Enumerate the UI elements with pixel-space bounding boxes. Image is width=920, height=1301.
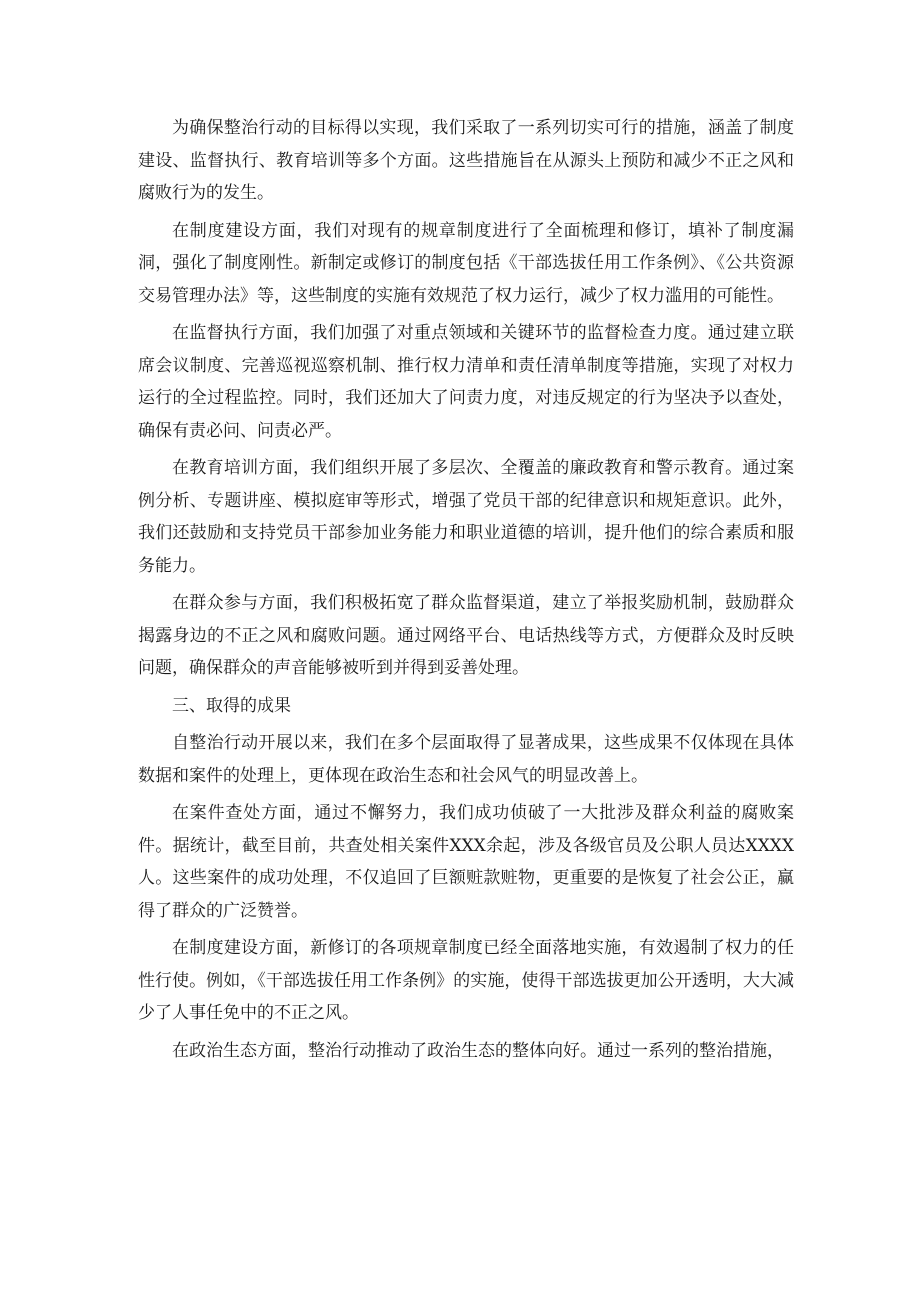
document-body [138, 112, 794, 1072]
paragraph-political-ecology: 在政治生态方面，整治行动推动了政治生态的整体向好。通过一系列的整治措施， [172, 1040, 784, 1061]
paragraph-measures-intro: 为确保整治行动的目标得以实现，我们采取了一系列切实可行的措施，涵盖了制度建设、监督执行、教育培训等多个方面。这些措施旨在从源头上预防和减少不正之风和腐败行为的发生。 [138, 118, 794, 203]
paragraph-public-participation: 在群众参与方面，我们积极拓宽了群众监督渠道，建立了举报奖励机制，鼓励群众揭露身边的不正之风和腐败问题。通过网络平台、电话热线等方式，方便群众及时反映问题，确保群众的声音能够被听到并得到妥善处理。 [138, 593, 794, 678]
paragraph-system-building: 在制度建设方面，我们对现有的规章制度进行了全面梳理和修订，填补了制度漏洞，强化了制度刚性。新制定或修订的制度包括《干部选拔任用工作条例》、《公共资源交易管理办法》等，这些制度的实施有效规范了权力运行，减少了权力滥用的可能性。 [138, 220, 794, 306]
paragraph-education-training: 在教育培训方面，我们组织开展了多层次、全覆盖的廉政教育和警示教育。通过案例分析、专题讲座、模拟庭审等形式，增强了党员干部的纪律意识和规矩意识。此外，我们还鼓励和支持党员干部参加业务能力和职业道德的培训，提升他们的综合素质和服务能力。 [138, 458, 794, 576]
section-heading-results: 三、取得的成果 [172, 695, 291, 716]
paragraph-system-results: 在制度建设方面，新修订的各项规章制度已经全面落地实施，有效遏制了权力的任性行使。例如，《干部选拔任用工作条例》的实施，使得干部选拔更加公开透明，大大减少了人事任免中的不正之风。 [138, 938, 794, 1023]
paragraph-results-intro: 自整治行动开展以来，我们在多个层面取得了显著成果，这些成果不仅体现在具体数据和案件的处理上，更体现在政治生态和社会风气的明显改善上。 [138, 733, 794, 786]
paragraph-supervision: 在监督执行方面，我们加强了对重点领域和关键环节的监督检查力度。通过建立联席会议制度、完善巡视巡察机制、推行权力清单和责任清单制度等措施，实现了对权力运行的全过程监控。同时，我们还加大了问责力度，对违反规定的行为坚决予以查处，确保有责必问、问责必严。 [138, 323, 794, 441]
paragraph-case-investigation: 在案件查处方面，通过不懈努力，我们成功侦破了一大批涉及群众利益的腐败案件。据统计，截至目前，共查处相关案件XXX余起，涉及各级官员及公职人员达XXXX人。这些案件的成功处理，不仅追回了巨额赃款赃物，更重要的是恢复了社会公正，赢得了群众的广泛赞誉。 [138, 803, 794, 921]
